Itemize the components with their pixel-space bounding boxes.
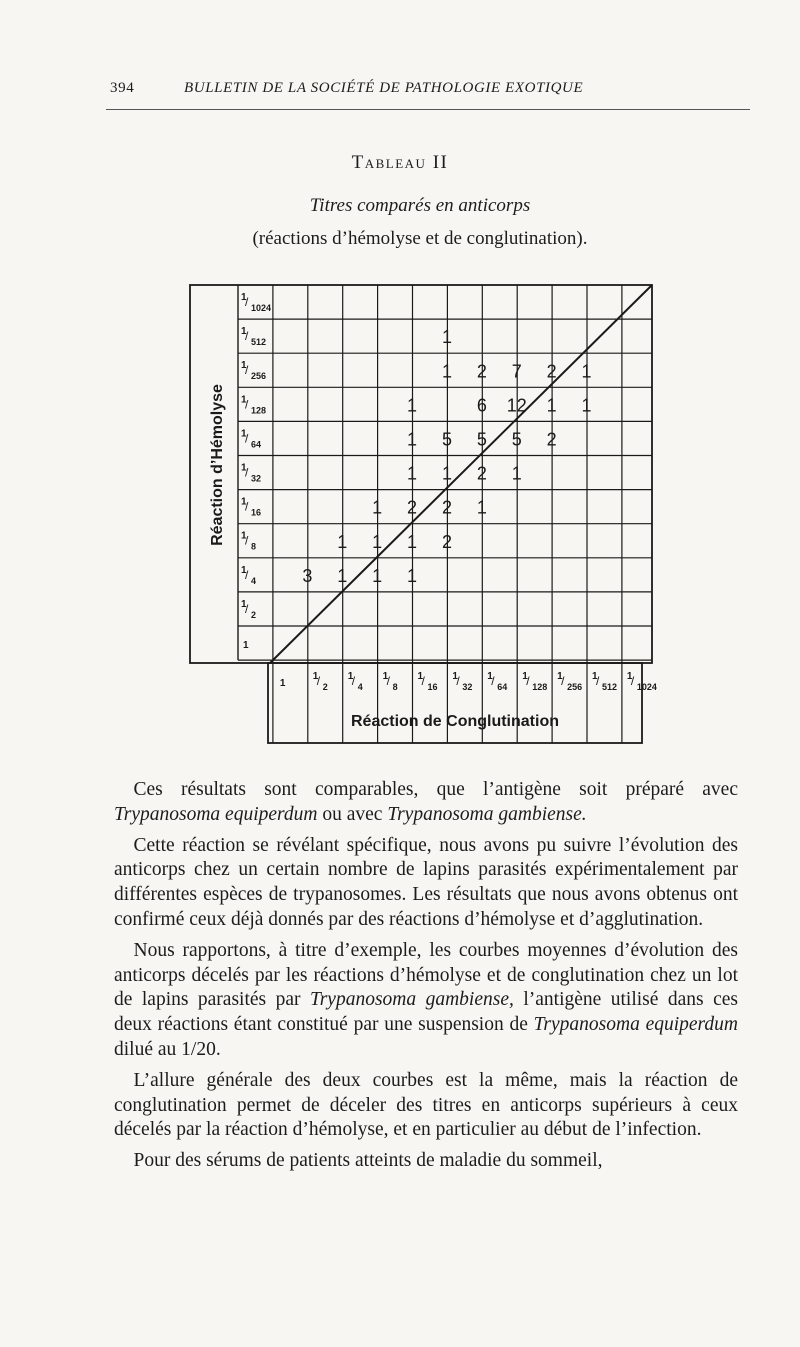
svg-text:2: 2	[251, 609, 257, 620]
svg-text:1: 1	[241, 292, 247, 303]
y-tick-256	[241, 360, 266, 381]
svg-text:/: /	[245, 533, 249, 548]
cell-value: 2	[441, 531, 452, 552]
svg-text:1024: 1024	[251, 303, 272, 313]
svg-text:128: 128	[532, 682, 548, 692]
svg-text:/: /	[245, 465, 249, 480]
svg-text:/: /	[421, 674, 425, 688]
svg-text:64: 64	[497, 682, 508, 692]
svg-text:1: 1	[243, 640, 249, 651]
svg-text:1: 1	[241, 598, 247, 610]
svg-text:1: 1	[592, 671, 598, 682]
paragraph-3	[114, 939, 738, 1063]
p3-italic-1: Trypanosoma gambiense,	[309, 989, 514, 1011]
cell-value: 1	[372, 565, 383, 586]
svg-text:16: 16	[251, 507, 262, 518]
cell-value: 1	[407, 565, 418, 586]
cell-value: 2	[546, 361, 557, 382]
cell-value: 1	[407, 463, 418, 484]
table-label: Tableau II	[351, 152, 449, 173]
cell-value: 3	[302, 565, 313, 586]
p2-text: Cette réaction se révélant spécifique, nous avons pu suivre l’évolution des anticorps chez un certain nombre de lapins parasités expérimentalement par différentes espèces de trypanosomes. Les résultats que nous avons obtenus ont confirmé ceux déjà donnés par des réactions d’hémolyse et d’agglutination.	[114, 834, 738, 930]
svg-text:/: /	[351, 674, 356, 688]
svg-text:1: 1	[452, 671, 458, 682]
x-tick-labels	[280, 671, 657, 692]
svg-text:512: 512	[251, 337, 267, 348]
y-tick-512	[241, 326, 266, 347]
svg-text:/: /	[245, 567, 249, 582]
svg-text:32: 32	[462, 682, 473, 692]
svg-text:1: 1	[279, 678, 286, 689]
svg-text:64: 64	[251, 439, 262, 450]
cell-value: 5	[476, 429, 487, 450]
body-text	[114, 778, 738, 1180]
x-tick-16	[418, 671, 438, 692]
svg-text:1: 1	[382, 671, 389, 682]
x-tick-32	[452, 671, 472, 692]
svg-text:/: /	[245, 295, 249, 309]
svg-text:128: 128	[251, 405, 267, 416]
cell-value: 1	[372, 531, 383, 552]
x-tick-512	[592, 671, 617, 692]
p3-italic-2: Trypanosoma equiperdum	[533, 1014, 738, 1036]
svg-text:/: /	[245, 397, 249, 412]
x-tick-128	[522, 671, 547, 692]
cell-value: 6	[476, 395, 487, 416]
svg-text:1: 1	[487, 671, 493, 682]
cell-value: 1	[337, 565, 348, 586]
svg-text:1024: 1024	[636, 682, 657, 692]
x-tick-8	[383, 671, 398, 692]
svg-text:1: 1	[312, 671, 319, 682]
svg-text:/: /	[630, 674, 635, 688]
x-tick-2	[313, 671, 328, 692]
y-tick-8	[241, 531, 256, 552]
x-axis-label: Réaction de Conglutination	[351, 713, 559, 730]
y-tick-16	[241, 497, 261, 518]
svg-text:1: 1	[557, 671, 563, 682]
svg-text:/: /	[316, 674, 321, 688]
cell-value: 2	[476, 463, 487, 484]
paragraph-1	[114, 778, 738, 828]
p3-text-c: dilué au 1/20.	[114, 1038, 221, 1060]
svg-text:256: 256	[251, 371, 267, 382]
running-title: BULLETIN DE LA SOCIÉTÉ DE PATHOLOGIE EXOTIQUE	[184, 80, 584, 96]
svg-text:32: 32	[251, 473, 262, 484]
paragraph-4	[114, 1069, 738, 1143]
p3-text-a: Nous rapportons, à titre d’exemple, les courbes moyennes d’évolution des anticorps décelés par les réactions d’hémolyse et de conglutination chez un lot de lapins parasités par	[114, 939, 738, 1011]
svg-text:16: 16	[427, 682, 438, 692]
svg-text:4: 4	[357, 682, 363, 692]
svg-text:/: /	[526, 674, 530, 688]
svg-text:/: /	[491, 674, 495, 688]
svg-text:256: 256	[567, 682, 583, 692]
cell-value: 2	[441, 497, 452, 518]
cell-value: 1	[441, 361, 452, 382]
svg-text:1: 1	[241, 428, 247, 440]
p1-italic-1: Trypanosoma equiperdum	[114, 803, 318, 825]
table-caption-line2: (réactions d’hémolyse et de conglutination).	[252, 228, 588, 249]
svg-text:8: 8	[392, 682, 398, 692]
svg-text:512: 512	[602, 682, 618, 692]
svg-text:1: 1	[241, 326, 247, 338]
cell-value: 1	[441, 327, 452, 348]
x-tick-1	[280, 678, 286, 689]
svg-text:/: /	[561, 674, 565, 688]
svg-text:/: /	[456, 674, 460, 688]
paragraph-2	[114, 834, 738, 933]
cell-value: 1	[407, 395, 418, 416]
svg-text:/: /	[245, 601, 249, 616]
svg-text:/: /	[386, 674, 390, 688]
diagonal-line	[270, 285, 652, 663]
svg-text:/: /	[245, 431, 249, 446]
svg-text:/: /	[245, 329, 249, 344]
p1-italic-2: Trypanosoma gambiense.	[387, 803, 587, 825]
cell-value: 2	[476, 361, 487, 382]
svg-text:1: 1	[241, 496, 247, 508]
svg-text:/: /	[596, 674, 600, 688]
x-tick-4	[348, 671, 363, 692]
y-tick-64	[241, 428, 261, 449]
p3-text-b: l’antigène utilisé dans ces deux réactions étant constitué par une suspension de	[114, 989, 738, 1036]
svg-text:/: /	[245, 363, 249, 378]
table-caption-line1: Titres comparés en anticorps	[309, 195, 531, 216]
svg-text:1: 1	[626, 671, 633, 682]
cell-value: 12	[506, 395, 527, 416]
y-tick-4	[241, 565, 256, 586]
cell-value: 1	[581, 395, 592, 416]
y-tick-1	[243, 640, 249, 651]
svg-text:4: 4	[251, 575, 257, 586]
svg-text:1: 1	[241, 360, 247, 372]
p5-text: Pour des sérums de patients atteints de maladie du sommeil,	[133, 1150, 603, 1172]
page-number: 394	[110, 80, 135, 96]
x-tick-256	[557, 671, 582, 692]
y-axis-label: Réaction d’Hémolyse	[209, 384, 226, 546]
cell-value: 1	[546, 395, 557, 416]
cell-value: 5	[441, 429, 452, 450]
y-tick-2	[241, 599, 256, 620]
svg-text:1: 1	[347, 671, 354, 682]
p1-text-b: ou avec	[317, 803, 388, 825]
y-tick-32	[241, 463, 261, 484]
cell-value: 1	[441, 463, 452, 484]
p4-text: L’allure générale des deux courbes est la même, mais la réaction de conglutination permet de déceler des titres en anticorps supérieurs à ceux décelés par la réaction d’hémolyse, et en particulier au début de l’infection.	[114, 1069, 738, 1141]
cell-value: 1	[407, 429, 418, 450]
cell-value: 5	[511, 429, 522, 450]
cell-value: 1	[511, 463, 522, 484]
paragraph-5	[114, 1149, 738, 1174]
y-tick-labels	[241, 292, 271, 651]
svg-text:1: 1	[241, 564, 247, 576]
cell-value: 1	[581, 361, 592, 382]
svg-text:1: 1	[241, 530, 247, 542]
svg-text:1: 1	[241, 462, 247, 474]
p1-text-a: Ces résultats sont comparables, que l’antigène soit préparé avec	[133, 779, 738, 800]
y-tick-1024	[241, 292, 271, 313]
cell-value: 1	[337, 531, 348, 552]
cell-value: 1	[372, 497, 383, 518]
cell-value: 2	[546, 429, 557, 450]
cell-value: 7	[511, 361, 522, 382]
cell-value: 2	[407, 497, 418, 518]
svg-text:2: 2	[322, 682, 328, 692]
svg-text:8: 8	[251, 541, 257, 552]
cell-value: 1	[407, 531, 418, 552]
svg-text:1: 1	[241, 394, 247, 406]
svg-text:1: 1	[417, 671, 424, 682]
svg-text:1: 1	[522, 671, 528, 682]
x-tick-64	[487, 671, 507, 692]
cell-value: 1	[476, 497, 487, 518]
y-tick-128	[241, 394, 266, 415]
svg-text:/: /	[245, 499, 249, 514]
